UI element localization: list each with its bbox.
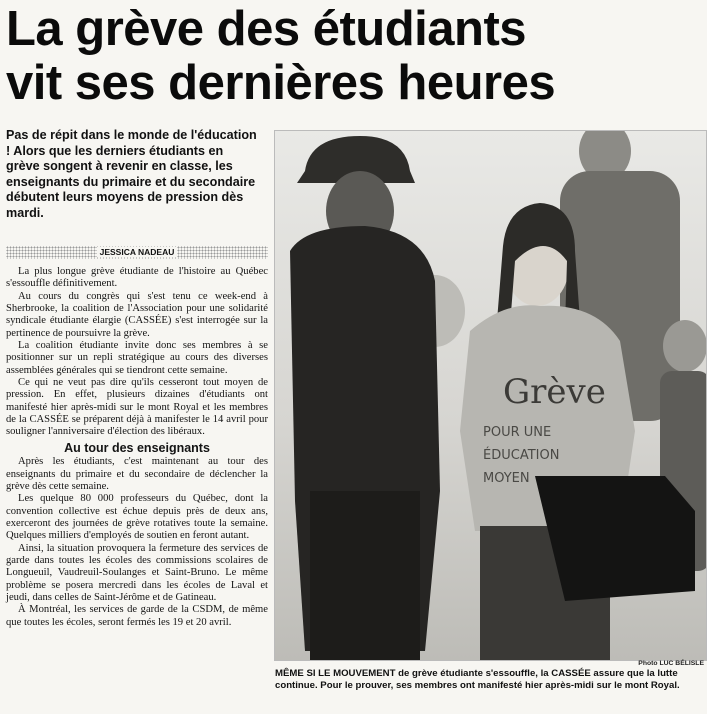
body-paragraph: Au cours du congrès qui s'est tenu ce week-end à Sherbrooke, la coalition de l'Association pour une solidarité syndicale étudiante élargie (CASSÉE) s'est interrogée sur la pertinence de poursuivre la grève. [6,290,268,339]
byline [6,246,268,259]
byline-author: JESSICA NADEAU [97,247,178,257]
lede-paragraph: Pas de répit dans le monde de l'éducation ! Alors que les derniers étudiants en grève songent à revenir en classe, les enseignants du primaire et du secondaire débutent leurs moyens de pression dès mardi. [6,128,257,220]
body-paragraph: Les quelque 80 000 professeurs du Québec, dont la convention collective est échue depuis près de deux ans, exerceront des journées de grève rotatives toute la semaine. Quelques milliers d'employés de soutien en feront autant. [6,493,268,542]
sign-text-line3: ÉDUCATION [483,448,560,463]
body-paragraph: Ce qui ne veut pas dire qu'ils cesseront tout moyen de pression. En effet, plusieurs dizaines d'étudiants ont manifesté hier après-midi sur le mont Royal et les membres de la CASSÉE se préparent déjà à manifester le 14 avril pour souligner l'anniversaire d'élection des libéraux. [6,377,268,438]
sign-text-line2: POUR UNE [483,425,552,440]
body-paragraph: À Montréal, les services de garde de la CSDM, de même que toutes les écoles, seront fermés les 19 et 20 avril. [6,604,268,628]
body-paragraph: La plus longue grève étudiante de l'histoire au Québec s'essouffle définitivement. [6,266,268,290]
photo-caption [275,668,705,692]
body-paragraph: La coalition étudiante invite donc ses membres à se positionner sur un repli stratégique au cours des diverses assemblées générales qui se tiendront cette semaine. [6,340,268,376]
body-paragraph: Ainsi, la situation provoquera la fermeture des services de garde dans toutes les écoles des commissions scolaires de Longueuil, Vaudreuil-Soulanges et Saint-Bruno. Le même problème se posera mercredi dans les écoles de Laval et jeudi, dans celles de Saint-Jérôme et de Gatineau. [6,542,268,603]
sign-text-greve: Grève [503,372,606,412]
caption-lead: MÊME SI LE MOUVEMENT [275,668,396,679]
section-subhead: Au tour des enseignants [64,440,210,455]
photo-illustration [275,131,706,660]
headline-line-2: vit ses dernières heures [6,56,556,110]
sign-text-line4: MOYEN [483,471,530,486]
caption-text: de grève étudiante s'essouffle, la CASSÉE assure que la lutte continue. Pour le prouver, ses membres ont manifesté hier après-midi sur le mont Royal. [275,668,680,692]
article-body [6,266,268,629]
headline [6,2,706,110]
news-photo [274,130,707,661]
body-paragraph: Après les étudiants, c'est maintenant au tour des enseignants du primaire et du secondaire de déclencher la grève dès cette semaine. [6,456,268,492]
photo-credit: Photo LUC BÉLISLE [638,660,704,667]
headline-line-1: La grève des étudiants [6,2,527,56]
